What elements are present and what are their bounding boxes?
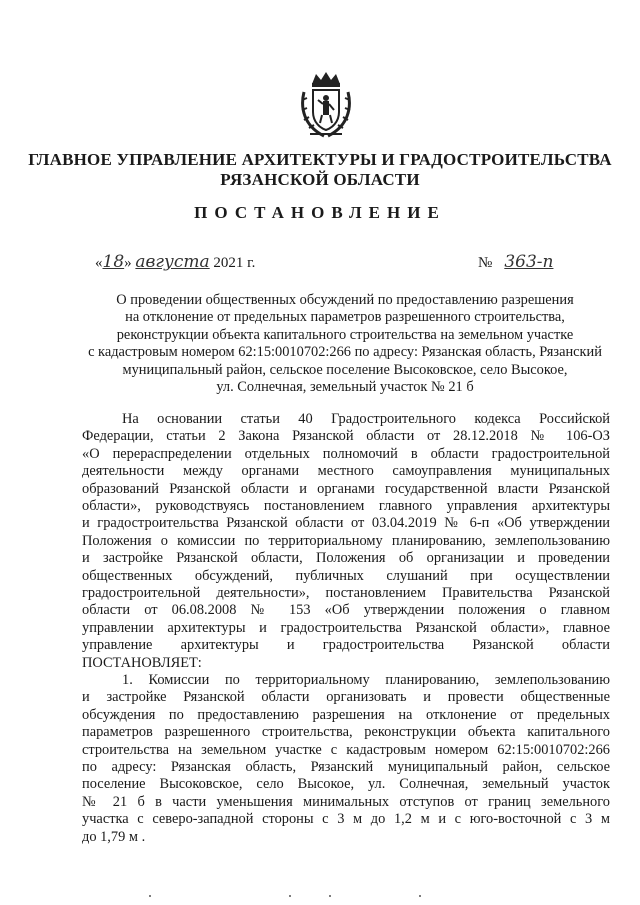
paragraph-line: и градостроительства Рязанской области от 03.04.2019 № 6-п «Об утверждении [82,515,610,532]
date-day-handwritten: 18 [102,252,125,272]
date-year: 2021 г. [213,255,256,271]
paragraph-line: № 21 б в части уменьшения минимальных отступов от границ земельного [82,793,610,810]
coat-of-arms-emblem [298,70,354,140]
paragraph-line: управление архитектуры и градостроительства Рязанской области [82,637,610,654]
paragraph-line: и застройке Рязанской области, Положения об организации и проведении [82,550,610,567]
paragraph-line: «О перераспределении отдельных полномочий в области градостроительной [82,445,610,462]
subject-line: О проведении общественных обсуждений по предоставлению разрешения [116,292,574,308]
paragraph-line: управлении архитектуры и градостроительства Рязанской области», главное [82,619,610,636]
paragraph-line: до 1,79 м . [82,828,146,845]
paragraph-line: поселение Высоковское, село Высокое, ул. Солнечная, земельный участок [82,776,610,793]
paragraph-line: и застройке Рязанской области организовать и провести общественные [82,689,610,706]
subject-line: муниципальный район, сельское поселение Высоковское, село Высокое, [122,361,568,378]
document-number [478,252,553,272]
date-close-quote: » [124,255,132,271]
paragraph-basis [82,411,610,672]
paragraph-line: области от 06.08.2008 № 153 «Об утверждении положения о главном [82,602,610,619]
subject-line: реконструкции объекта капитального строительства на земельном участке [116,326,574,343]
paragraph-line: градостроительной деятельности», постановлением Правительства Рязанской [82,585,610,602]
paragraph-line: участка с северо-западной стороны с 3 м до 1,2 м и с юго-восточной с 3 м [82,811,610,828]
number-label: № [478,255,493,271]
paragraph-line: образований Рязанской области и органами государственной власти Рязанской [82,480,610,497]
paragraph-line: 1. Комиссии по территориальному планированию, землепользованию [122,672,610,688]
paragraph-item-1 [82,672,610,846]
organization-name-line1: ГЛАВНОЕ УПРАВЛЕНИЕ АРХИТЕКТУРЫ И ГРАДОСТРОИТЕЛЬСТВА [28,150,612,169]
document-type-title: ПОСТАНОВЛЕНИЕ [194,203,446,222]
scan-artifact-dots [0,893,640,899]
document-subject [60,292,630,396]
number-handwritten: 363-п [504,252,554,272]
date-open-quote: « [95,255,103,271]
paragraph-line: по адресу: Рязанская область, Рязанский муниципальный район, сельское [82,759,610,776]
paragraph-line: области», руководствуясь постановлением главного управления архитектуры [82,498,610,515]
paragraph-line: параметров разрешенного строительства, реконструкции объекта капитального [82,724,610,741]
subject-line: с кадастровым номером 62:15:0010702:266 по адресу: Рязанская область, Рязанский [88,344,602,361]
paragraph-line: общественных обсуждений, публичных слушаний при осуществлении [82,567,610,584]
paragraph-line: деятельности между органами местного самоуправления муниципальных [82,463,610,480]
paragraph-line: Положения о комиссии по территориальному планированию, землепользованию [82,532,610,549]
organization-name-line2: РЯЗАНСКОЙ ОБЛАСТИ [220,170,420,189]
subject-line: на отклонение от предельных параметров разрешенного строительства, [125,309,565,326]
subject-line: ул. Солнечная, земельный участок № 21 б [216,379,474,396]
paragraph-line: строительства на земельном участке с кадастровым номером 62:15:0010702:266 [82,741,610,758]
decree-keyword: ПОСТАНОВЛЯЕТ: [82,654,202,671]
document-date [95,252,255,272]
date-month-handwritten: августа [135,252,210,272]
paragraph-line: обсуждения по предоставлению разрешения на отклонение от предельных [82,706,610,723]
paragraph-line: Федерации, статьи 2 Закона Рязанской области от 28.12.2018 № 106-ОЗ [82,428,610,445]
paragraph-line: На основании статьи 40 Градостроительного кодекса Российской [122,411,610,427]
